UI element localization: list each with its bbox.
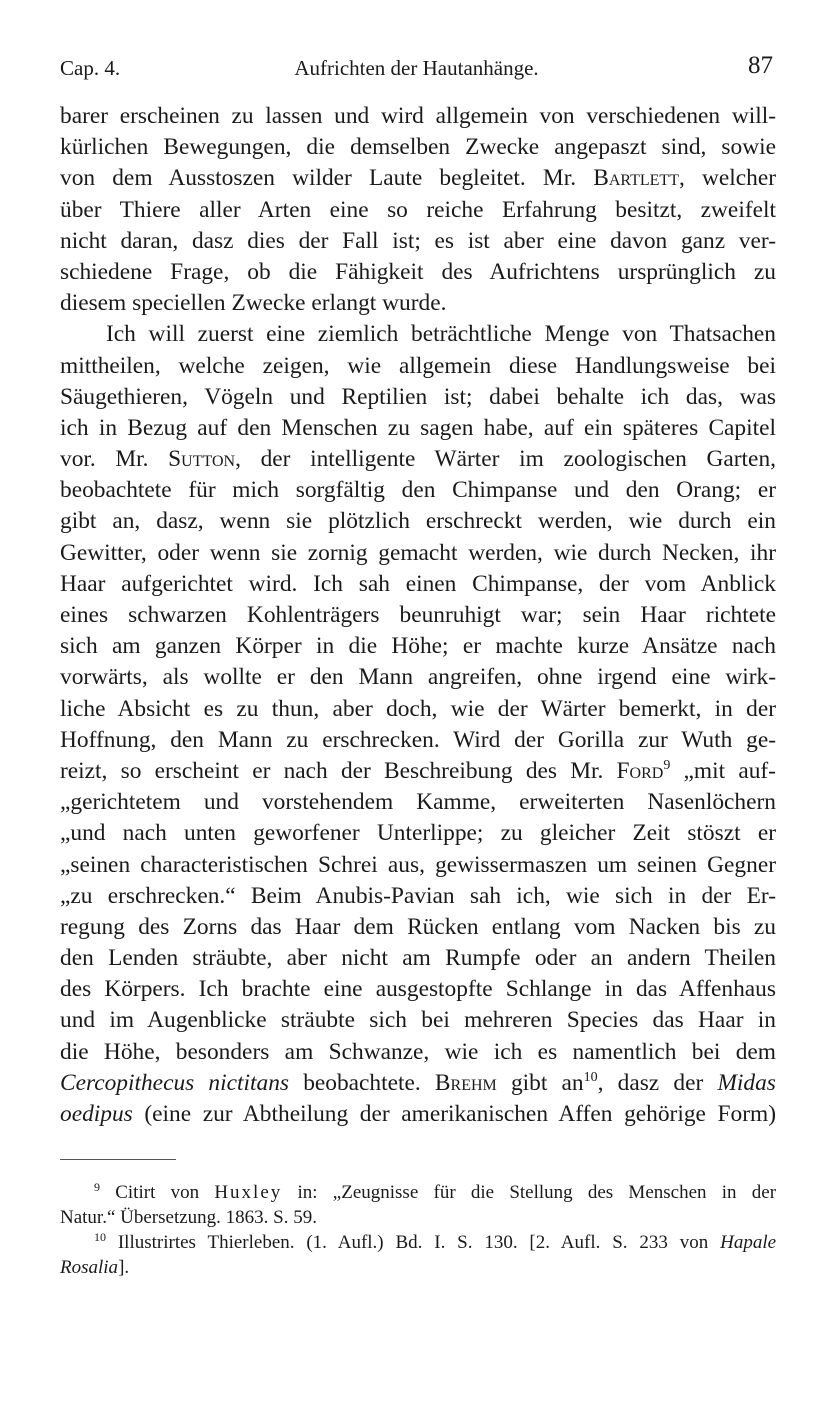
text-line: vorwärts, als wollte er den Mann angreifen, ohne irgend eine wirk-	[60, 664, 776, 691]
text-line: kürlichen Bewegungen, die demselben Zwecke angepaszt sind, sowie	[60, 134, 776, 161]
text-line: sich am ganzen Körper in die Höhe; er machte kurze Ansätze nach	[60, 633, 776, 660]
text-line: „gerichtetem und vorstehendem Kamme, erweiterten Nasenlöchern	[60, 789, 776, 816]
person-name: Brehm	[434, 1069, 497, 1096]
text-line: oedipus (eine zur Abtheilung der amerikanischen Affen gehörige Form)	[60, 1101, 776, 1127]
text-line: Hoffnung, den Mann zu erschrecken. Wird der Gorilla zur Wuth ge-	[60, 726, 776, 753]
footnote-9: $^9$ Citirt von Huxley in: „Zeugnisse für die Stellung des Menschen in der	[94, 1180, 777, 1203]
text-line: gibt an, dasz, wenn sie plötzlich erschreckt werden, wie durch ein	[60, 508, 776, 535]
text-line: liche Absicht es zu thun, aber doch, wie der Wärter bemerkt, in der	[60, 695, 776, 722]
text-line: die Höhe, besonders am Schwanze, wie ich es namentlich bei dem	[60, 1038, 776, 1065]
running-title: Aufrichten der Hautanhänge.	[294, 56, 539, 80]
text-line: ich in Bezug auf den Menschen zu sagen habe, auf ein späteres Capitel	[60, 414, 776, 441]
text-line: reizt, so erscheint er nach der Beschreibung des Mr. Ford$^9$ „mit auf-	[60, 757, 776, 784]
text-line: über Thiere aller Arten eine so reiche Erfahrung besitzt, zweifelt	[60, 196, 776, 223]
text-line: den Lenden sträubte, aber nicht am Rumpfe oder an andern Theilen	[60, 945, 776, 972]
text-line: Cercopithecus nictitans beobachtete. Brehm gibt $an^{10}$, dasz der Midas	[60, 1069, 776, 1096]
footnote-10-cont: Rosalia].	[60, 1257, 130, 1278]
footnote-10: $^{10}$ Illustrirtes Thierleben. (1. Aufl.) Bd. I. S. 130. [2. Aufl. S. 233 von Hapale	[94, 1230, 777, 1253]
species-name: Rosalia	[60, 1257, 119, 1278]
text-line: vor. Mr. Sutton, der intelligente Wärter im zoologischen Garten,	[60, 446, 776, 473]
chapter-label: Cap. 4.	[60, 56, 121, 80]
text-line: des Körpers. Ich brachte eine ausgestopfte Schlange in das Affenhaus	[60, 976, 776, 1003]
text-line: „zu erschrecken.“ Beim Anubis-Pavian sah ich, wie sich in der Er-	[60, 882, 776, 909]
footnote-rule	[60, 1159, 176, 1160]
running-header	[60, 52, 773, 86]
species-name: Hapale	[720, 1232, 777, 1253]
text-line: Haar aufgerichtet wird. Ich sah einen Chimpanse, der vom Anblick	[60, 570, 776, 597]
text-line: schiedene Frage, ob die Fähigkeit des Aufrichtens ursprünglich zu	[60, 258, 776, 285]
footnotes	[60, 1180, 776, 1280]
text-line: regung des Zorns das Haar dem Rücken entlang vom Nacken bis zu	[60, 913, 776, 940]
footnote-ref: 9	[663, 757, 671, 773]
body-text	[60, 101, 776, 1130]
text-line: Gewitter, oder wenn sie zornig gemacht werden, wie durch Necken, ihr	[60, 539, 776, 566]
species-name: Midas	[717, 1069, 776, 1096]
species-name: oedipus	[60, 1101, 133, 1127]
text-line: von dem Ausstoszen wilder Laute begleitet. Mr. Bartlett, welcher	[60, 165, 776, 192]
text-line: beobachtete für mich sorgfältig den Chimpanse und den Orang; er	[60, 477, 776, 504]
person-name: Sutton	[168, 446, 236, 473]
text-line: und im Augenblicke sträubte sich bei mehreren Species das Haar in	[60, 1007, 776, 1034]
text-line: Ich will zuerst eine ziemlich beträchtliche Menge von Thatsachen	[106, 321, 776, 348]
text-line: Säugethieren, Vögeln und Reptilien ist; dabei behalte ich das, was	[60, 383, 776, 410]
text-line: barer erscheinen zu lassen und wird allgemein von verschiedenen will-	[60, 103, 776, 129]
text-line: „seinen characteristischen Schrei aus, gewissermaszen um seinen Gegner	[60, 851, 776, 878]
species-name: Cercopithecus nictitans	[60, 1069, 289, 1096]
footnote-ref: 10	[583, 1069, 598, 1085]
text-line: „und nach unten geworfener Unterlippe; zu gleicher Zeit stöszt er	[60, 820, 776, 847]
text-line: mittheilen, welche zeigen, wie allgemein diese Handlungsweise bei	[60, 352, 776, 379]
text-line: nicht daran, dasz dies der Fall ist; es ist aber eine davon ganz ver-	[60, 227, 776, 254]
page-number: 87	[748, 52, 773, 79]
person-name: Huxley	[214, 1182, 283, 1203]
text-line: eines schwarzen Kohlenträgers beunruhigt war; sein Haar richtete	[60, 602, 776, 628]
person-name: Ford	[616, 757, 664, 784]
footnote-9-cont: Natur.“ Übersetzung. 1863. S. 59.	[60, 1207, 317, 1228]
person-name: Bartlett	[593, 165, 679, 192]
text-line: diesem speciellen Zwecke erlangt wurde.	[60, 290, 447, 317]
